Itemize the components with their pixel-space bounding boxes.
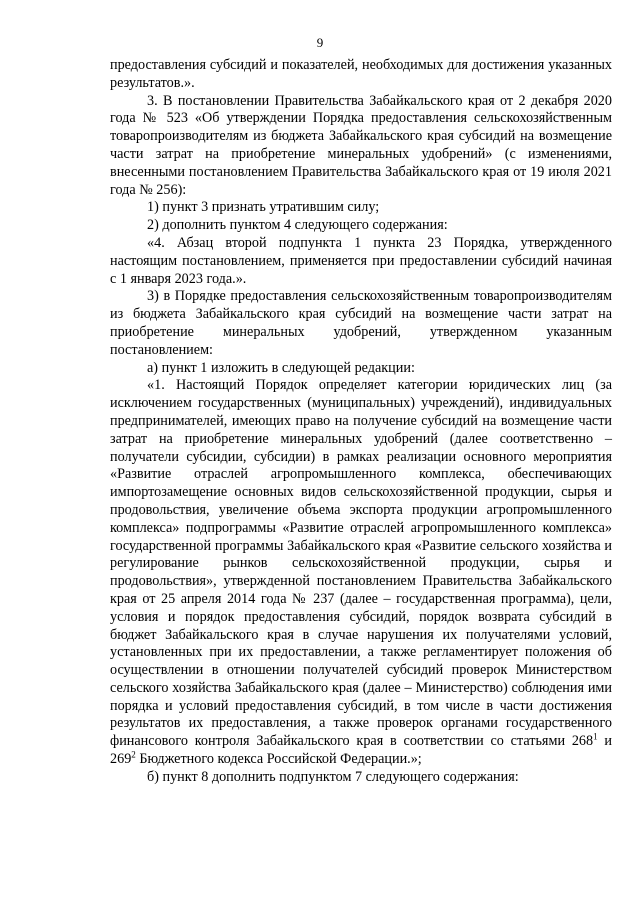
conjunction-text: и <box>597 733 612 750</box>
paragraph-quote-1 <box>110 377 612 769</box>
page-number: 9 <box>316 35 324 50</box>
article-ref-269-superscript: 2 <box>131 749 136 760</box>
article-ref-268-superscript: 1 <box>593 731 598 742</box>
paragraph-subitem-2: 2) дополнить пунктом 4 следующего содержания: <box>147 217 448 234</box>
paragraph-quote-1-text: «1. Настоящий Порядок определяет категории юридических лиц (за исключением государственных (муниципальных) учреждений), индивидуальных предпринимателей, имеющих право на получение субсидий на возмещение части затрат на приобретение минеральных удобрений (далее соответственно – получатели субсидии, субсидии) в рамках реализации основного мероприятия «Развитие отраслей агропромышленного комплекса, обеспечивающих импортозамещение основных видов сельскохозяйственной продукции, сырья и продовольствия, увеличение объема экспорта продукции агропромышленного комплекса» подпрограммы «Развитие отраслей агропромышленного комплекса» государственной программы Забайкальского края «Развитие сельского хозяйства и регулирование рынков сельскохозяйственной продукции, сырья и продовольствия», утвержденной постановлением Правительства Забайкальского края от 25 апреля 2014 года № 237 (далее – государственная программа), цели, условия и порядок предоставления субсидий, порядок возврата субсидий в бюджет Забайкальского края в случае нарушения их получателями условий, установленных при их предоставлении, а также регламентирует положения об осуществлении в отношении получателей субсидий проверок Министерством сельского хозяйства Забайкальского края (далее – Министерство) соблюдения ими порядка и условий предоставления субсидий, в том числе в части достижения результатов их предоставления, а также проверок органами государственного финансового контроля Забайкальского края в соответствии со статьями <box>110 377 612 750</box>
article-ref-269: 269 <box>110 751 132 768</box>
paragraph-subitem-3: 3) в Порядке предоставления сельскохозяйственным товаропроизводителям из бюджета Забайкальского края субсидий на возмещение части затрат на приобретение минеральных удобрений, утвержденном указанным постановлением: <box>110 288 612 358</box>
paragraph-continuation: предоставления субсидий и показателей, необходимых для достижения указанных результатов.». <box>110 57 612 91</box>
paragraph-subitem-b: б) пункт 8 дополнить подпунктом 7 следующего содержания: <box>147 768 519 785</box>
document-body <box>110 57 612 787</box>
paragraph-subitem-a: а) пункт 1 изложить в следующей редакции: <box>147 359 415 376</box>
article-ref-268: 268 <box>571 733 594 750</box>
paragraph-subitem-1: 1) пункт 3 признать утратившим силу; <box>147 199 380 216</box>
paragraph-quote-4: «4. Абзац второй подпункта 1 пункта 23 Порядка, утвержденного настоящим постановлением, применяется при предоставлении субсидий начиная с 1 января 2023 года.». <box>110 234 612 287</box>
closing-text: Бюджетного кодекса Российской Федерации.»; <box>135 751 422 768</box>
paragraph-item-3: 3. В постановлении Правительства Забайкальского края от 2 декабря 2020 года № 523 «Об утверждении Порядка предоставления сельскохозяйственным товаропроизводителям из бюджета Забайкальского края субсидий на возмещение части затрат на приобретение минеральных удобрений» (с изменениями, внесенными постановлением Правительства Забайкальского края от 19 июля 2021 года № 256): <box>110 92 612 198</box>
